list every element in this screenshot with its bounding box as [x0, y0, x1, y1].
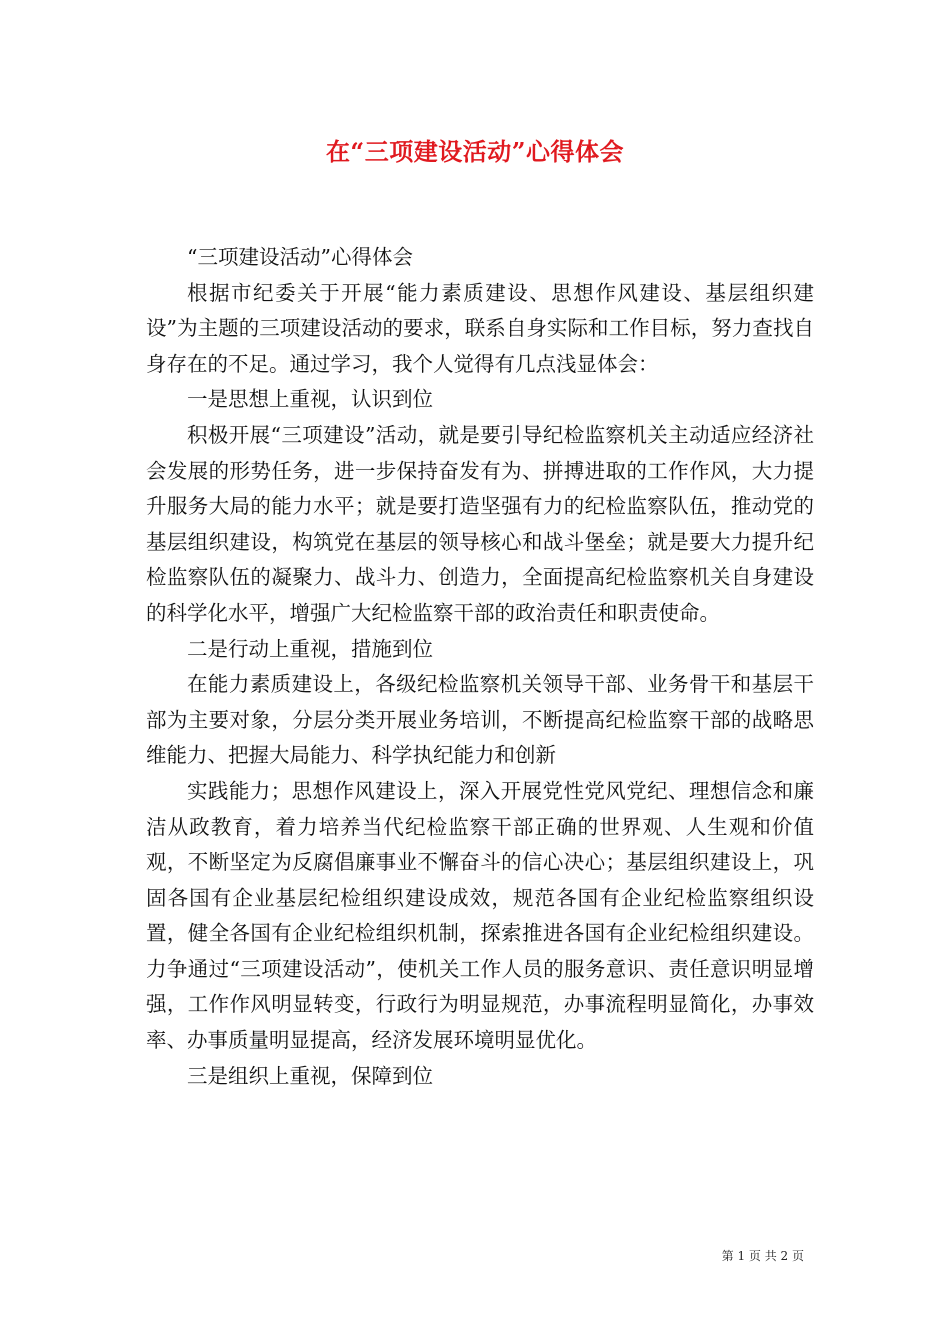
- paragraph-one: 积极开展“三项建设”活动，就是要引导纪检监察机关主动适应经济社会发展的形势任务，进一步保持奋发有为、拼搏进取的工作作风，大力提升服务大局的能力水平；就是要打造坚强有力的纪检监察队伍，推动党的基层组织建设，构筑党在基层的领导核心和战斗堡垒；就是要大力提升纪检监察队伍的凝聚力、战斗力、创造力，全面提高纪检监察机关自身建设的科学化水平，增强广大纪检监察干部的政治责任和职责使命。: [146, 422, 814, 625]
- heading-three: 三是组织上重视，保障到位: [187, 1063, 433, 1088]
- paragraph-two-b: 实践能力；思想作风建设上，深入开展党性党风党纪、理想信念和廉洁从政教育，着力培养当代纪检监察干部正确的世界观、人生观和价值观，不断坚定为反腐倡廉事业不懈奋斗的信心决心；基层组织建设上，巩固各国有企业基层纪检组织建设成效，规范各国有企业纪检监察组织设置，健全各国有企业纪检组织机制，探索推进各国有企业纪检组织建设。力争通过“三项建设活动”，使机关工作人员的服务意识、责任意识明显增强，工作作风明显转变，行政行为明显规范，办事流程明显简化，办事效率、办事质量明显提高，经济发展环境明显优化。: [146, 778, 814, 1053]
- document-title: 在“三项建设活动”心得体会: [325, 137, 625, 166]
- page-number: 第 1 页 共 2 页: [721, 1249, 804, 1263]
- paragraph-two-a: 在能力素质建设上，各级纪检监察机关领导干部、业务骨干和基层干部为主要对象，分层分类开展业务培训，不断提高纪检监察干部的战略思维能力、把握大局能力、科学执纪能力和创新: [146, 672, 814, 768]
- heading-two: 二是行动上重视，措施到位: [187, 636, 433, 661]
- paragraph-subtitle: “三项建设活动”心得体会: [187, 245, 413, 269]
- document-body: [146, 240, 814, 1094]
- paragraph-intro: 根据市纪委关于开展“能力素质建设、思想作风建设、基层组织建设”为主题的三项建设活动的要求，联系自身实际和工作目标，努力查找自身存在的不足。通过学习，我个人觉得有几点浅显体会：: [146, 280, 814, 376]
- heading-one: 一是思想上重视，认识到位: [187, 387, 433, 412]
